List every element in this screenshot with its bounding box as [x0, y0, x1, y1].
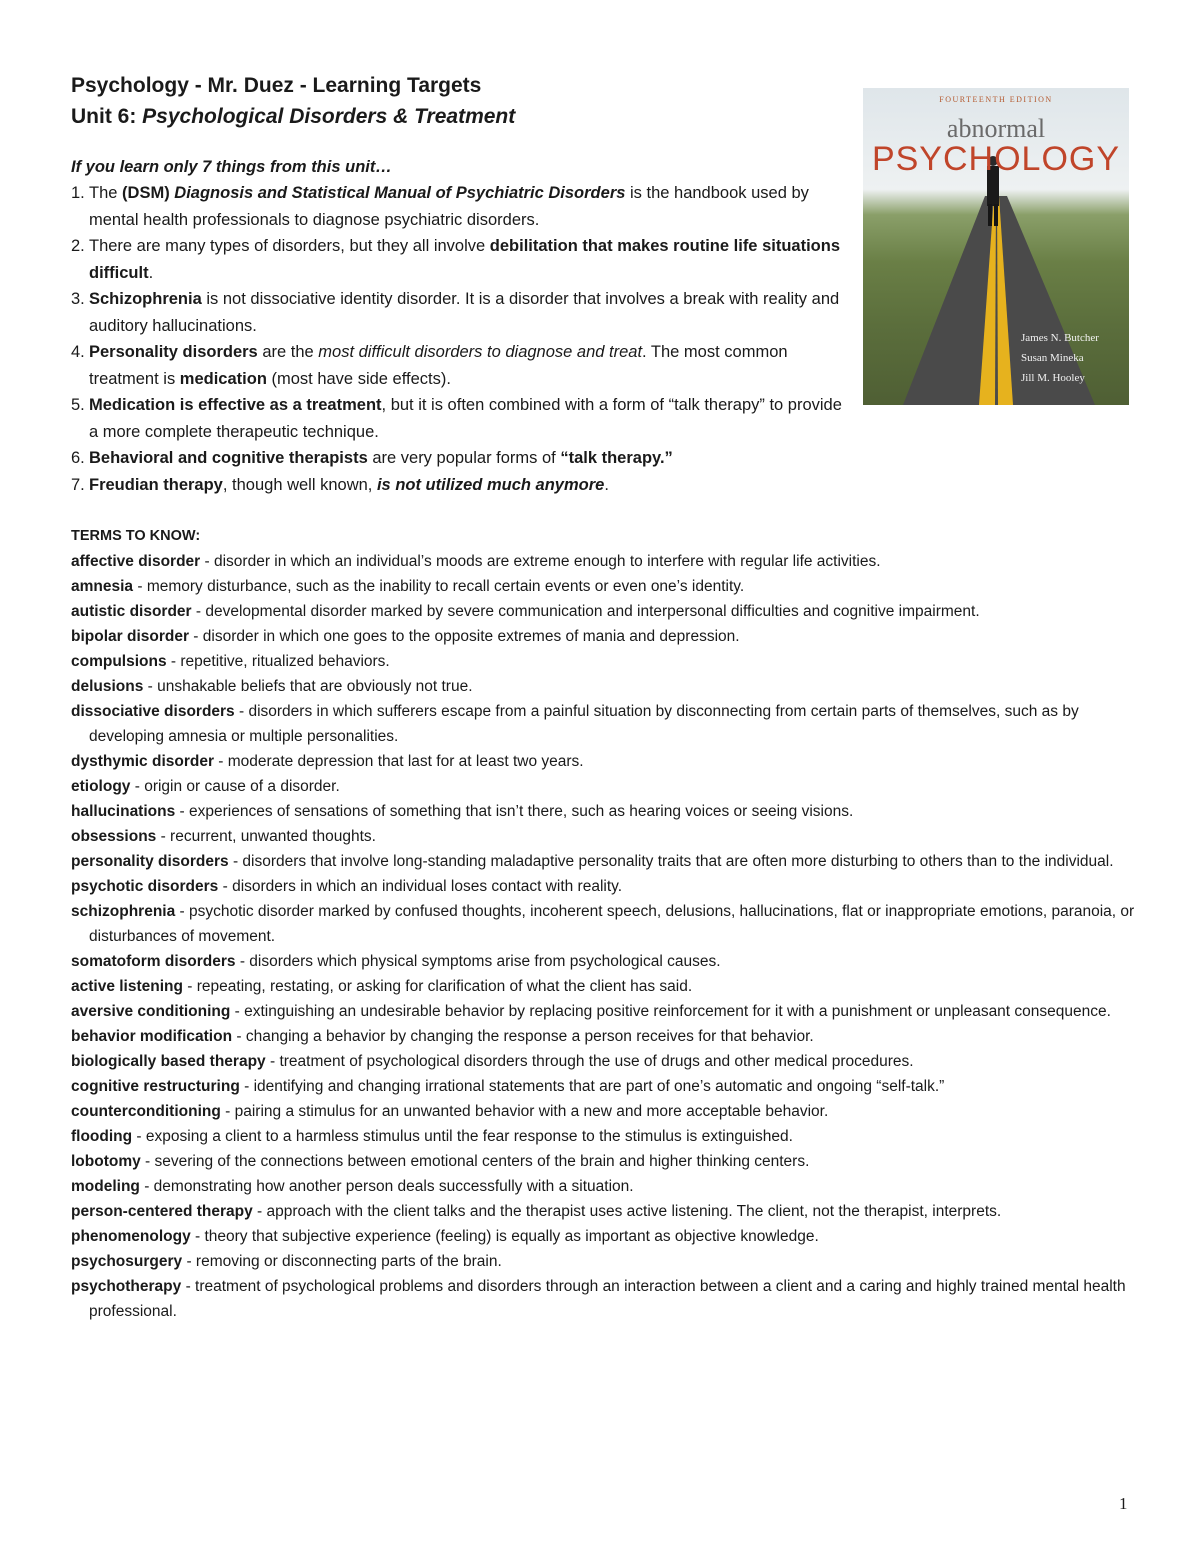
- intro-line: If you learn only 7 things from this unit…: [71, 158, 392, 176]
- term-name: affective disorder: [71, 553, 201, 570]
- term-entry: [71, 649, 1141, 674]
- target-text: is not utilized much anymore: [376, 475, 605, 494]
- term-entry: [71, 1249, 1141, 1274]
- target-text: are the: [257, 343, 319, 361]
- term-definition: - unshakable beliefs that are obviously not true.: [143, 678, 473, 695]
- target-text: . The most common treatment is: [89, 343, 788, 388]
- term-entry: [71, 624, 1141, 649]
- learning-target-item: [71, 339, 851, 392]
- target-text: Diagnosis and Statistical Manual of Psychiatric Disorders: [174, 184, 626, 202]
- term-entry: [71, 774, 1141, 799]
- term-name: behavior modification: [71, 1028, 233, 1045]
- target-text: (most have side effects).: [266, 369, 451, 388]
- term-definition: - pairing a stimulus for an unwanted behavior with a new and more acceptable behavior.: [220, 1103, 829, 1120]
- term-entry: [71, 874, 1141, 899]
- term-entry: [71, 824, 1141, 849]
- target-text: .: [148, 263, 154, 282]
- learning-target-item: [71, 472, 851, 499]
- target-text: debilitation that makes routine life situations difficult: [89, 237, 840, 282]
- target-text: .: [604, 475, 609, 494]
- term-definition: - moderate depression that last for at least two years.: [214, 753, 584, 770]
- target-number: 1.: [71, 184, 85, 202]
- term-entry: [71, 749, 1141, 774]
- target-number: 2.: [71, 237, 85, 255]
- term-name: person-centered therapy: [71, 1203, 253, 1220]
- target-text: is the handbook used by mental health professionals to diagnose psychiatric disorders.: [89, 184, 809, 229]
- term-definition: - approach with the client talks and the therapist uses active listening. The client, not the therapist, interprets.: [252, 1203, 1002, 1220]
- target-text: Personality disorders: [89, 343, 258, 361]
- term-name: somatoform disorders: [71, 953, 236, 970]
- target-text: most difficult disorders to diagnose and treat: [318, 343, 643, 361]
- term-name: active listening: [71, 978, 183, 995]
- cover-author: Susan Mineka: [1021, 352, 1084, 364]
- learning-target-item: [71, 233, 851, 286]
- term-entry: [71, 1024, 1141, 1049]
- term-entry: [71, 674, 1141, 699]
- term-entry: [71, 1074, 1141, 1099]
- term-definition: - repetitive, ritualized behaviors.: [166, 653, 390, 670]
- term-entry: [71, 1224, 1141, 1249]
- target-number: 3.: [71, 290, 85, 308]
- term-entry: [71, 949, 1141, 974]
- term-definition: - psychotic disorder marked by confused thoughts, incoherent speech, delusions, hallucinations, flat or inappropriate emotions, paranoia, or disturbances of movement.: [89, 903, 1135, 945]
- term-entry: [71, 1174, 1141, 1199]
- term-definition: - theory that subjective experience (feeling) is equally as important as objective knowledge.: [190, 1228, 819, 1245]
- term-definition: - exposing a client to a harmless stimulus until the fear response to the stimulus is extinguished.: [132, 1128, 793, 1145]
- target-text: The: [89, 184, 123, 202]
- target-text: (DSM): [122, 184, 175, 202]
- header: [71, 70, 851, 498]
- term-name: personality disorders: [71, 853, 229, 870]
- cover-edition: FOURTEENTH EDITION: [939, 95, 1053, 104]
- learning-targets-list: [71, 180, 851, 498]
- term-name: compulsions: [71, 653, 167, 670]
- target-number: 6.: [71, 449, 85, 467]
- term-name: counterconditioning: [71, 1103, 221, 1120]
- target-text: are very popular forms of: [367, 449, 561, 467]
- target-text: Schizophrenia: [89, 290, 202, 308]
- term-definition: - origin or cause of a disorder.: [130, 778, 340, 795]
- term-name: psychotic disorders: [71, 878, 219, 895]
- target-number: 7.: [71, 475, 85, 494]
- target-text: Medication is effective as a treatment: [89, 396, 382, 414]
- target-text: Freudian therapy: [89, 475, 223, 494]
- term-name: etiology: [71, 778, 131, 795]
- term-name: lobotomy: [71, 1153, 141, 1170]
- term-definition: - memory disturbance, such as the inability to recall certain events or even one’s identity.: [133, 578, 745, 595]
- term-entry: [71, 1124, 1141, 1149]
- target-number: 5.: [71, 396, 85, 414]
- term-name: cognitive restructuring: [71, 1078, 240, 1095]
- target-text: , though well known,: [222, 475, 377, 494]
- term-entry: [71, 999, 1141, 1024]
- term-definition: - repeating, restating, or asking for clarification of what the client has said.: [182, 978, 693, 995]
- cover-authors: [1021, 328, 1099, 388]
- term-entry: [71, 574, 1141, 599]
- term-definition: - extinguishing an undesirable behavior by replacing positive reinforcement for it with a punishment or unpleasant consequence.: [230, 1003, 1111, 1020]
- term-name: aversive conditioning: [71, 1003, 231, 1020]
- document-title: Psychology - Mr. Duez - Learning Targets: [71, 74, 482, 97]
- term-entry: [71, 799, 1141, 824]
- term-definition: - disorder in which an individual’s moods are extreme enough to interfere with regular life activities.: [200, 553, 881, 570]
- learning-target-item: [71, 180, 851, 233]
- term-name: bipolar disorder: [71, 628, 189, 645]
- term-definition: - severing of the connections between emotional centers of the brain and higher thinking centers.: [140, 1153, 810, 1170]
- cover-author: Jill M. Hooley: [1021, 372, 1085, 384]
- target-text: , but it is often combined with a form of “talk therapy” to provide a more complete therapeutic technique.: [89, 396, 842, 441]
- term-name: dissociative disorders: [71, 703, 235, 720]
- term-entry: [71, 1049, 1141, 1074]
- target-number: 4.: [71, 343, 85, 361]
- term-definition: - disorders in which an individual loses contact with reality.: [218, 878, 623, 895]
- term-entry: [71, 1099, 1141, 1124]
- term-name: flooding: [71, 1128, 133, 1145]
- term-entry: [71, 1199, 1141, 1224]
- term-definition: - demonstrating how another person deals successfully with a situation.: [139, 1178, 634, 1195]
- term-entry: [71, 849, 1141, 874]
- term-entry: [71, 899, 1141, 949]
- term-definition: - disorders that involve long-standing maladaptive personality traits that are often more disturbing to others than to the individual.: [228, 853, 1114, 870]
- term-definition: - removing or disconnecting parts of the brain.: [182, 1253, 502, 1270]
- book-cover-image: [863, 88, 1129, 405]
- unit-prefix: Unit 6:: [71, 105, 143, 128]
- learning-target-item: [71, 392, 851, 445]
- term-definition: - disorders in which sufferers escape from a painful situation by disconnecting from certain parts of themselves, such as by developing amnesia or multiple personalities.: [89, 703, 1079, 745]
- term-definition: - identifying and changing irrational statements that are part of one’s automatic and ongoing “self-talk.”: [239, 1078, 945, 1095]
- page-number: 1: [1119, 1494, 1128, 1513]
- target-text: medication: [179, 369, 267, 388]
- term-name: autistic disorder: [71, 603, 192, 620]
- target-text: is not dissociative identity disorder. It is a disorder that involves a break with reality and auditory hallucinations.: [89, 290, 840, 335]
- terms-list: [71, 549, 1141, 1324]
- target-text: Behavioral and cognitive therapists: [89, 449, 368, 467]
- term-name: biologically based therapy: [71, 1053, 266, 1070]
- term-definition: - disorder in which one goes to the opposite extremes of mania and depression.: [189, 628, 740, 645]
- learning-target-item: [71, 445, 851, 472]
- term-definition: - treatment of psychological problems and disorders through an interaction between a client and a caring and highly trained mental health professional.: [89, 1278, 1126, 1320]
- cover-title-top: abnormal: [946, 114, 1046, 143]
- term-name: psychotherapy: [71, 1278, 182, 1295]
- term-name: phenomenology: [71, 1228, 191, 1245]
- term-entry: [71, 974, 1141, 999]
- term-name: modeling: [71, 1178, 140, 1195]
- term-name: delusions: [71, 678, 144, 695]
- term-entry: [71, 549, 1141, 574]
- term-name: schizophrenia: [71, 903, 176, 920]
- term-entry: [71, 1149, 1141, 1174]
- term-name: amnesia: [71, 578, 134, 595]
- unit-title: [71, 101, 851, 132]
- term-definition: - developmental disorder marked by severe communication and interpersonal difficulties and cognitive impairment.: [191, 603, 980, 620]
- term-definition: - treatment of psychological disorders through the use of drugs and other medical procedures.: [265, 1053, 914, 1070]
- unit-name: Psychological Disorders & Treatment: [142, 105, 516, 128]
- term-definition: - disorders which physical symptoms arise from psychological causes.: [235, 953, 721, 970]
- cover-title-main: PSYCHOLOGY: [871, 140, 1121, 178]
- target-text: “talk therapy.”: [560, 449, 673, 467]
- term-name: dysthymic disorder: [71, 753, 214, 770]
- terms-heading: TERMS TO KNOW:: [71, 528, 201, 544]
- term-entry: [71, 1274, 1141, 1324]
- term-entry: [71, 699, 1141, 749]
- term-entry: [71, 599, 1141, 624]
- term-definition: - recurrent, unwanted thoughts.: [156, 828, 376, 845]
- term-definition: - changing a behavior by changing the response a person receives for that behavior.: [232, 1028, 814, 1045]
- term-definition: - experiences of sensations of something that isn’t there, such as hearing voices or seeing visions.: [175, 803, 854, 820]
- term-name: obsessions: [71, 828, 157, 845]
- learning-target-item: [71, 286, 851, 339]
- term-name: hallucinations: [71, 803, 176, 820]
- term-name: psychosurgery: [71, 1253, 183, 1270]
- target-text: There are many types of disorders, but they all involve: [89, 237, 490, 255]
- cover-author: James N. Butcher: [1021, 332, 1099, 344]
